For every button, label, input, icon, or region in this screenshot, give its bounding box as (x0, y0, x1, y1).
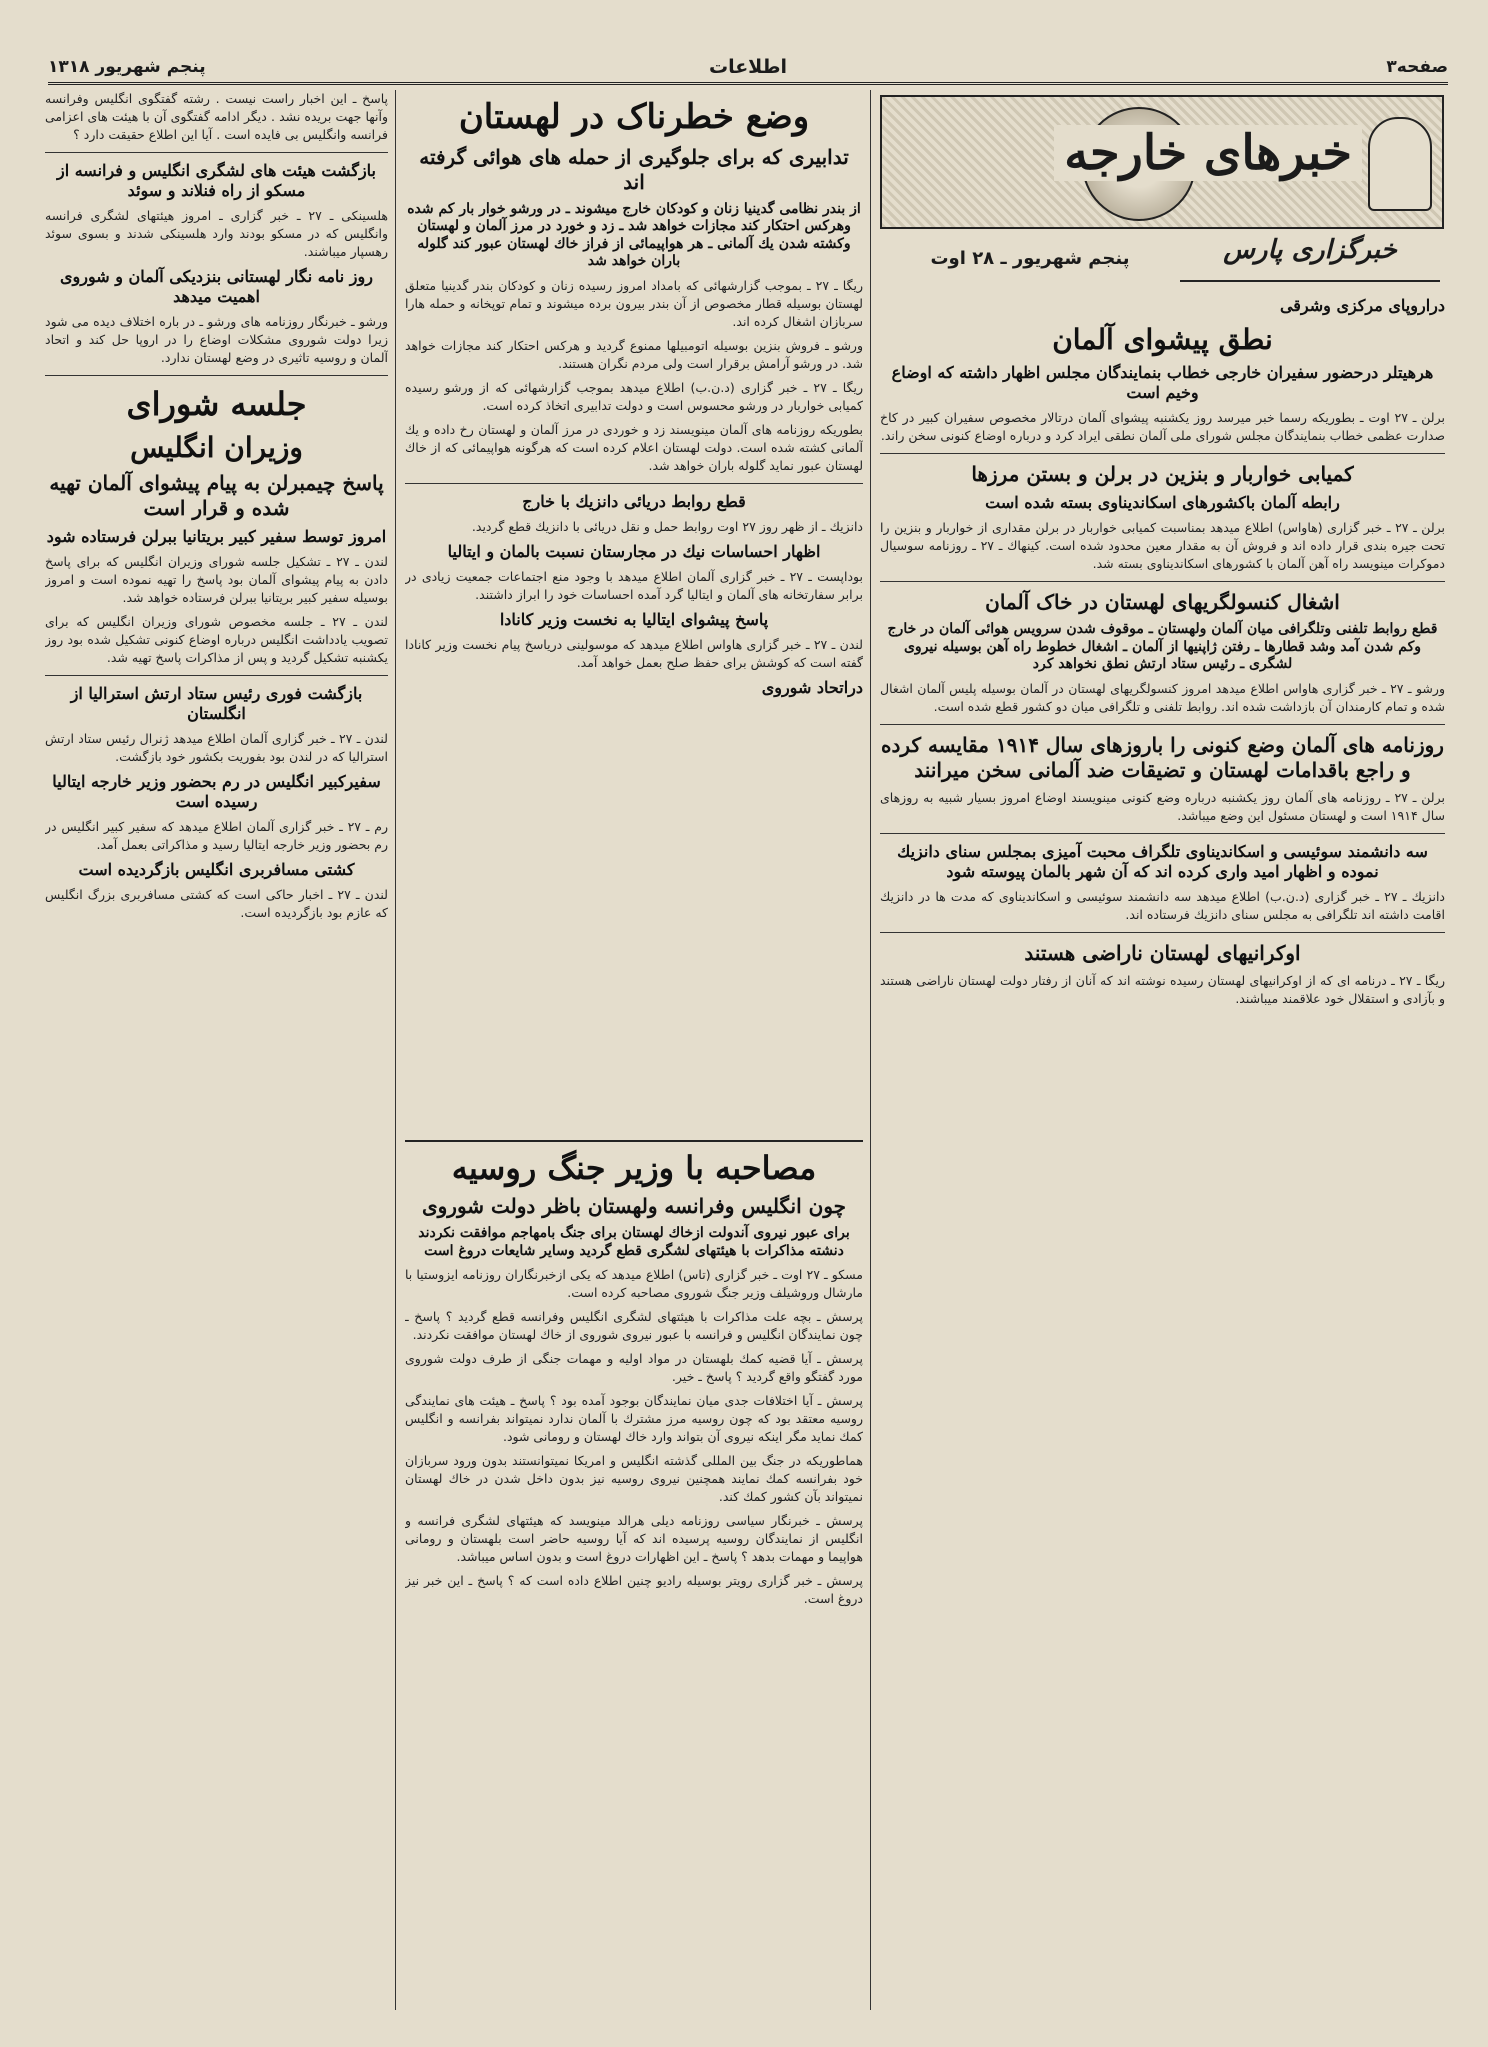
press-text: برلن ـ ۲۷ ـ روزنامه های آلمان روز یکشنبه درباره وضع کنونی مینویسند اوضاع امروز بسیار شبیه به روزهای سال ۱۹۱۴ است و لهستان مسئول این وضع میباشد. (880, 789, 1445, 823)
journalist-text: ورشو ـ خبرنگار روزنامه های ورشو ـ در باره اختلاف دیده می شود زیرا دولت شوروی مشکلات اوضاع را در اروپا حل کند و اتحاد آلمان و روسیه تاثیری در وضع لهستان ندارد. (45, 314, 388, 365)
reply-subhead: امروز توسط سفیر کبیر بریتانیا ببرلن فرستاده شود (46, 527, 387, 546)
main-text-4: بطوریکه روزنامه های آلمان مینویسند زد و خوردی در مرز آلمان و لهستان رخ داده و یك آلمانی کشته شده است. دولت لهستان اعلام کرده است که هرگونه هواپیمائی که از خاك لهستان عبور نماید گلوله باران خواهد شد. (405, 421, 863, 473)
main-text-1: ریگا ـ ۲۷ ـ بموجب گزارشهائی که بامداد امروز رسیده زنان و کودکان بندر گدینیا متعلق لهستان بوسیله قطار مخصوص از آن بندر بیرون برده میشوند و تمام توپخانه و حمله هارا سربازان اشغال کرده اند. (405, 277, 863, 329)
foreign-news-logo (880, 95, 1444, 229)
main-text-3: ریگا ـ ۲۷ ـ خبر گزاری (د.ن.ب) اطلاع میدهد بموجب گزارشهائی که از ورشو رسیده کمیابی خواربار در ورشو محسوس است و دولت تدابیری اتخاذ کرده است. (405, 379, 863, 413)
logo-title: خبرهای خارجه (1054, 125, 1362, 181)
interview-text-1: مسکو ـ ۲۷ اوت ـ خبر گزاری (تاس) اطلاع میدهد که یکی ازخبرنگاران روزنامه ایزوستیا با مارشال وروشیلف وزیر جنگ شوروی مصاحبه کرده است. (405, 1267, 863, 1300)
food-subhead: رابطه آلمان باکشورهای اسکاندیناوی بسته شده است (985, 493, 1340, 512)
main-subhead: تدابیری که برای جلوگیری از حمله های هوائی گرفته اند (419, 144, 849, 194)
divider (880, 932, 1445, 933)
ukraine-text: ریگا ـ ۲۷ ـ درنامه ای که از اوکرانیهای لهستان رسیده نوشته اند که آنان از رفتار دولت لهستان ناراضی هستند و بآزادی و استقلال خود علاقمند میباشند. (880, 972, 1445, 1006)
column-left (45, 90, 388, 2010)
divider (45, 675, 388, 676)
danzig-text: دانزیك ـ از ظهر روز ۲۷ اوت روابط حمل و نقل دریائی با دانزیك قطع گردید. (471, 518, 863, 534)
australia-text: لندن ـ ۲۷ ـ خبر گزاری آلمان اطلاع میدهد ژنرال رئیس ستاد ارتش استرالیا که در لندن بود بفوریت بکشور خود بازگشت. (45, 731, 388, 764)
divider (45, 152, 388, 153)
ship-headline: کشتی مسافربری انگلیس بازگردیده است (78, 860, 355, 879)
consul-subhead: قطع روابط تلفنی وتلگرافی میان آلمان ولهستان ـ موقوف شدن سرویس هوائی آلمان در خارج وکم شدن آمد وشد قطارها ـ رفتن ژاپنیها از آلمان ـ اشغال خطوط راه آهن بوسیله نیروی لشگری ـ رئیس ستاد ارتش نطق نخواهد کرد (887, 621, 1438, 672)
hungary-headline: اظهار احساسات نیك در مجارستان نسبت بالمان و ایتالیا (447, 541, 821, 561)
divider (880, 724, 1445, 725)
ambassador-text: رم ـ ۲۷ ـ خبر گزاری آلمان اطلاع میدهد که سفیر کبیر انگلیس در رم بحضور وزیر خارجه ایتالیا رسید و مذاکراتی بعمل آمد. (45, 819, 388, 852)
australia-headline: بازگشت فوری رئیس ستاد ارتش استرالیا از انگلستان (70, 684, 363, 723)
consul-headline: اشغال کنسولگریهای لهستان در خاک آلمان (985, 590, 1340, 614)
speech-subhead: هرهیتلر درحضور سفیران خارجی خطاب بنمایندگان مجلس اظهار داشته که اوضاع وخیم است (891, 363, 1434, 402)
interview-text-4: پرسش ـ خبرنگار سیاسی روزنامه دیلی هرالد مینویسد که هیئتهای لشگری فرانسه و انگلیس از نمایندگان روسیه پرسیده اند که آیا روسیه حاضر است بلهستان و رومانی هواپیما و مهمات بدهد ؟ پاسخ ـ این اظهارات دروغ است و بدون اساس میباشد. (405, 1513, 863, 1564)
journalist-headline: روز نامه نگار لهستانی بنزدیکی آلمان و شوروی اهمیت میدهد (60, 267, 373, 306)
reply-headline: پاسخ چیمبرلن به پیام پیشوای آلمان تهیه شده و قرار است (49, 471, 384, 520)
divider (880, 833, 1445, 834)
region-heading: دراروپای مرکزی وشرقی (1279, 296, 1445, 315)
main-text-2: ورشو ـ فروش بنزین بوسیله اتومبیلها ممنوع گردید و هرکس احتکار کند مجازات خواهد شد. در ورشو آرامش برقرار است ولی مردم نگران هستند. (405, 337, 863, 371)
interview-subhead: چون انگلیس وفرانسه ولهستان باظر دولت شوروی (421, 1194, 847, 1218)
interview-text-2: پرسش ـ بچه علت مذاکرات با هیئتهای لشگری انگلیس وفرانسه قطع گردید ؟ پاسخ ـ چون نمایندگان انگلیس و فرانسه با عبور نیروی شوروی از خاك لهستان موافقت نکردند. (405, 1309, 863, 1342)
column-middle-top (405, 90, 863, 1125)
reply-text-2: لندن ـ ۲۷ ـ جلسه مخصوص شورای وزیران انگلیس که برای تصویب یادداشت انگلیس درباره اوضاع کنونی تشکیل شده بود روز یکشنبه تشکیل گردید و پس از مذاکرات پاسخ تهیه شد. (45, 614, 388, 665)
return-headline: بازگشت هیئت های لشگری انگلیس و فرانسه از مسکو از راه فنلاند و سوئد (56, 161, 376, 200)
agency-name: خبرگزاری پارس (1180, 235, 1440, 282)
interview-text-7: هماطوریکه در جنگ بین المللی گذشته انگلیس و امریکا نمیتوانستند بدون ورود سربازان خود بفرانسه کمك نمایند همچنین نیروی روسیه نیز بدون داخل شدن در خاك لهستان نمیتواند بآن کشور کمك کند. (405, 1453, 863, 1504)
interview-text-3: پرسش ـ آیا قضیه کمك بلهستان در مواد اولیه و مهمات جنگی از طرف دولت شوروی مورد گفتگو واقع گردید ؟ پاسخ ـ خیر. (405, 1351, 863, 1384)
interview-text-6: پرسش ـ آیا اختلافات جدی میان نمایندگان بوجود آمده بود ؟ پاسخ ـ هیئت های نمایندگی روسیه معتقد بود که چون روسیه مرز مشترك با آلمان ندارد نمیتواند بفرانسه و انگلیس کمك نماید مگر اینکه نیروی آن بتواند وارد خاك لهستان و رومانی شود. (405, 1393, 863, 1444)
council-headline: جلسه شورای (126, 385, 307, 423)
divider (880, 453, 1445, 454)
column-rule (870, 90, 871, 2010)
swiss-headline: سه دانشمند سوئیسی و اسکاندیناوی تلگراف محبت آمیزی بمجلس سنای دانزیك نموده و اظهار امید واری کرده اند که آن شهر بالمان پیوسته شود (897, 841, 1428, 881)
food-text: برلن ـ ۲۷ ـ خبر گزاری (هاواس) اطلاع میدهد بمناسبت کمیابی خواربار در برلن مقداری از خواربار و بنزین را تحت جیره بندی قرار داده اند و فروش آن به مقدار معین محدود شده است. کینهاك ـ ۲۷ ـ روزنامه سوسیال دموکرات مینویسد راه آهن آلمان با کشورهای اسکاندیناوی بسته شد. (880, 520, 1445, 571)
gramophone-icon (1368, 117, 1432, 211)
intro-text: پاسخ ـ این اخبار راست نیست . رشته گفتگوی انگلیس وفرانسه وآنها جهت بریده نشد . دیگر ادامه گفتگوی آن با هیئت های اعزامی فرانسه وانگلیس بی فایده است . آیا این اطلاع حقیقت دارد ؟ (45, 91, 388, 142)
reply-text: لندن ـ ۲۷ ـ تشکیل جلسه شورای وزیران انگلیس که برای پاسخ دادن به پیام پیشوای آلمان بود پاسخ را تهیه نموده است و امروز بوسیله سفیر کبیر بریتانیا ببرلن فرستاده خواهد شد. (45, 554, 388, 605)
column-right (880, 290, 1445, 2010)
food-headline: کمیابی خواربار و بنزین در برلن و بستن مرزها (971, 462, 1354, 486)
divider (880, 581, 1445, 582)
ambassador-headline: سفیرکبیر انگلیس در رم بحضور وزیر خارجه ایتالیا رسیده است (52, 772, 381, 811)
hungary-text: بوداپست ـ ۲۷ ـ خبر گزاری آلمان اطلاع میدهد با وجود منع اجتماعات جمعیت زیادی در برابر سفارتخانه های آلمان و ایتالیا گرد آمده احساسات خود را ابراز داشتند. (405, 568, 863, 602)
divider (405, 483, 863, 484)
divider (45, 375, 388, 376)
speech-text: برلن ـ ۲۷ اوت ـ بطوریکه رسما خبر میرسد روز یکشنبه پیشوای آلمان درتالار مخصوص سفیران کبیر در کاخ صدارت عظمی خطاب بنمایندگان مجلس شورای ملی آلمان نطقی ایراد کرد و درباره اوضاع کنونی سخن راند. (880, 410, 1445, 443)
paper-title: اطلاعات (708, 56, 788, 78)
news-date: پنجم شهریور ـ ۲۸ اوت (930, 248, 1130, 269)
interview-subhead-2: برای عبور نیروی آندولت ازخاك لهستان برای جنگ بامهاجم موافقت نکردند دنشته مذاکرات با هیئتهای لشگری قطع گردید وسایر شایعات دروغ است (418, 1225, 850, 1259)
speech-headline: نطق پیشوای آلمان (1052, 323, 1273, 356)
swiss-text: دانزیك ـ ۲۷ ـ خبر گزاری (د.ن.ب) اطلاع میدهد سه دانشمند سوئیسی و اسکاندیناوی که مدت ها در دانزیك اقامت داشته اند تلگرافی به مجلس سنای دانزیك فرستاده اند. (880, 888, 1445, 922)
issue-date: پنجم شهریور ۱۳۱۸ (48, 57, 206, 77)
page-number: صفحه۳ (1386, 57, 1448, 77)
return-text: هلسینکی ـ ۲۷ ـ خبر گزاری ـ امروز هیئتهای لشگری فرانسه وانگلیس که در مسکو بودند وارد هلسینکی شدند و بسوی سوئد رهسپار میباشند. (45, 208, 388, 259)
interview-headline: مصاحبه با وزیر جنگ روسیه (451, 1149, 817, 1187)
ship-text: لندن ـ ۲۷ ـ اخبار حاکی است که کشتی مسافربری بزرگ انگلیس که عازم بود بازگردیده است. (45, 887, 388, 920)
soviet-section: دراتحاد شوروی (761, 677, 863, 697)
ukraine-headline: اوکرانیهای لهستان ناراضی هستند (1024, 940, 1301, 965)
canada-headline: پاسخ پیشوای ایتالیا به نخست وزیر کانادا (499, 609, 769, 629)
press-headline: روزنامه های آلمان وضع کنونی را باروزهای سال ۱۹۱۴ مقایسه کرده و راجع باقدامات لهستان و تضیقات ضد آلمانی سخن میرانند (881, 732, 1444, 782)
main-subhead-2: از بندر نظامی گدینیا زنان و کودکان خارج میشوند ـ در ورشو خوار بار کم شده وهرکس احتکار کند مجازات خواهد شد ـ زد و خورد در مرز آلمان و لهستان وکشته شدن یك آلمانی ـ هر هواپیمائی از فراز خاك لهستان عبور کند گلوله باران خواهد شد (407, 200, 861, 269)
interview-text-5: پرسش ـ خبر گزاری رویتر بوسیله رادیو چنین اطلاع داده است که ؟ پاسخ ـ این خبر نیز دروغ است. (405, 1573, 863, 1606)
column-middle-bottom (405, 1140, 863, 2012)
canada-text: لندن ـ ۲۷ ـ خبر گزاری هاواس اطلاع میدهد که موسولینی دریاسخ پیام نخست وزیر کانادا گفته است که کوشش برای حفظ صلح بعمل خواهد آمد. (405, 636, 863, 670)
consul-text: ورشو ـ ۲۷ ـ خبر گزاری هاواس اطلاع میدهد امروز کنسولگریهای لهستان در آلمان بوسیله پلیس آلمان اشغال شده و تمام کارمندان آن بازداشت شده اند. روابط تلفنی و تلگرافی میان دو کشور قطع شده است. (880, 680, 1445, 714)
danzig-headline: قطع روابط دریائی دانزیك با خارج (522, 491, 746, 511)
masthead (48, 52, 1448, 85)
main-headline: وضع خطرناک در لهستان (458, 97, 810, 137)
ministers-headline: وزیران انگلیس (130, 431, 303, 464)
column-rule (395, 90, 396, 2010)
